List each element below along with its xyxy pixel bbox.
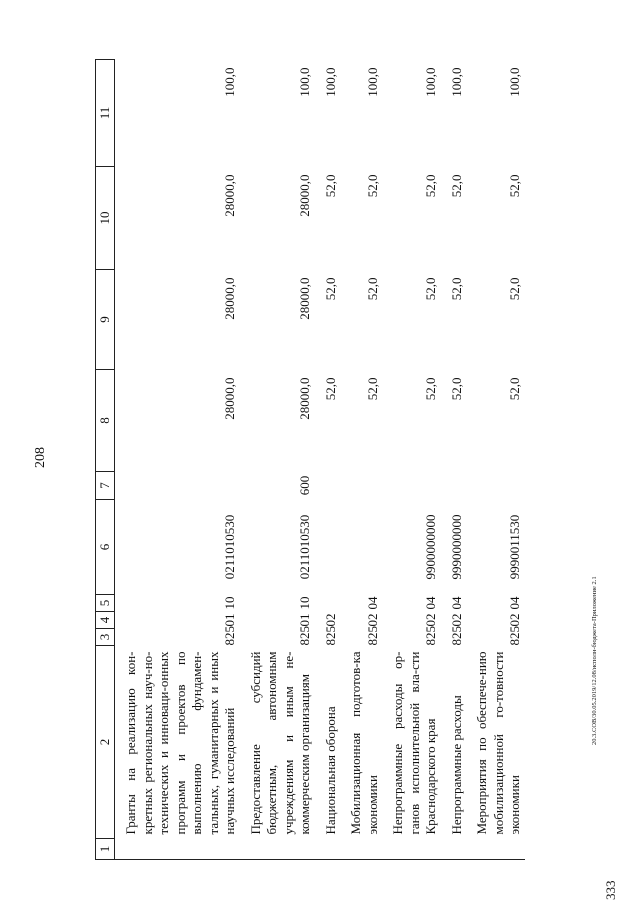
row-code-6: [315, 500, 341, 595]
row-code-3: 825: [507, 626, 522, 646]
row-value-9: 52,0: [507, 277, 522, 301]
row-code-5: [315, 595, 341, 612]
row-code-6: 0211010530: [297, 514, 312, 580]
row-value-11: 100,0: [423, 67, 438, 97]
row-code-7: [441, 472, 467, 500]
table-row: [466, 60, 525, 860]
row-value-9: 52,0: [322, 277, 338, 301]
table-header-row: [96, 60, 115, 860]
row-value-11: 100,0: [222, 67, 237, 97]
row-code-3: 825: [222, 626, 237, 646]
table-row: [340, 60, 382, 860]
row-code-6: 0211010530: [222, 514, 237, 580]
row-value-10: 52,0: [507, 174, 522, 198]
header-col-6: 6: [96, 500, 115, 595]
row-value-11: 100,0: [448, 67, 464, 97]
row-code-5: 04: [423, 596, 438, 610]
header-col-3: 3: [96, 629, 115, 646]
header-col-2: 2: [96, 646, 115, 839]
row-value-8: 52,0: [423, 377, 438, 401]
row-value-9: 52,0: [423, 277, 438, 301]
row-name: Национальная оборона: [322, 706, 338, 835]
table-row: [441, 60, 467, 860]
table-row: [240, 60, 315, 860]
row-code-5: 04: [507, 596, 522, 610]
row-code-4: 01: [297, 613, 312, 627]
row-code-4: 02: [423, 613, 438, 627]
row-value-11: 100,0: [297, 67, 312, 97]
table-row: [382, 60, 441, 860]
row-code-3: 825: [448, 626, 464, 646]
row-value-10: 28000,0: [297, 174, 312, 217]
row-value-9: 28000,0: [297, 277, 312, 320]
row-value-8: 52,0: [448, 377, 464, 401]
row-code-4: 02: [448, 613, 464, 627]
row-code-5: 10: [297, 596, 312, 610]
header-col-10: 10: [96, 167, 115, 270]
row-value-11: 100,0: [507, 67, 522, 97]
row-code-3: 825: [423, 626, 438, 646]
row-name: Непрограммные расходы: [448, 695, 464, 835]
row-value-9: 52,0: [364, 277, 380, 301]
table-row: [315, 60, 341, 860]
row-name: Непрограммные расходы ор-ганов исполнительной вла-сти Краснодарского края: [390, 651, 438, 835]
row-code-4: 02: [507, 613, 522, 627]
row-code-7: [382, 472, 441, 500]
row-value-9: 28000,0: [222, 277, 237, 320]
row-value-8: 52,0: [364, 377, 380, 401]
row-code-5: 04: [364, 596, 380, 610]
row-code-6: 9990000000: [448, 514, 464, 580]
row-code-6: 9900000000: [423, 514, 438, 580]
row-value-10: 52,0: [423, 174, 438, 198]
row-code-3: 825: [297, 626, 312, 646]
row-value-8: 52,0: [507, 377, 522, 401]
row-code-7: [340, 472, 382, 500]
row-code-4: 02: [364, 613, 380, 627]
row-code-7: 600: [297, 475, 312, 496]
row-value-11: 100,0: [322, 67, 338, 97]
row-code-5: 04: [448, 596, 464, 610]
footer-file-path: 20.3.СОВ/30.05.2019/12.08/исполн-бюджета-Приложение 2.1: [591, 576, 598, 745]
row-code-3: 825: [364, 626, 380, 646]
row-value-8: 52,0: [322, 377, 338, 401]
row-value-10: 28000,0: [222, 174, 237, 217]
row-value-10: 52,0: [364, 174, 380, 198]
row-value-9: 52,0: [448, 277, 464, 301]
row-code-4: 01: [222, 613, 237, 627]
row-value-10: 52,0: [448, 174, 464, 198]
row-code-6: [340, 500, 382, 595]
header-col-5: 5: [96, 595, 115, 612]
row-value-11: 100,0: [364, 67, 380, 97]
row-code-6: 9990011530: [507, 514, 522, 580]
row-value-10: 52,0: [322, 174, 338, 198]
page-number-bottom: 333: [603, 880, 618, 900]
table-row: [115, 60, 240, 860]
row-code-7: [315, 472, 341, 500]
row-code-5: 10: [222, 596, 237, 610]
row-code-7: [466, 472, 525, 500]
header-col-1: 1: [96, 839, 115, 860]
row-code-3: 825: [322, 626, 338, 646]
header-col-11: 11: [96, 60, 115, 167]
row-value-8: 28000,0: [297, 377, 312, 420]
budget-table: [95, 60, 565, 860]
header-col-8: 8: [96, 370, 115, 472]
row-value-8: 28000,0: [222, 377, 237, 420]
header-col-7: 7: [96, 472, 115, 500]
row-code-4: 02: [322, 613, 338, 627]
row-code-7: [115, 472, 240, 500]
header-col-9: 9: [96, 270, 115, 370]
row-name: Мероприятия по обеспече-нию мобилизационной го-товности экономики: [474, 651, 522, 835]
row-name: Мобилизационная подготов-ка экономики: [348, 651, 380, 835]
row-name: Предоставление субсидий бюджетным, автономным учреждениям и иным не-коммерческим организациям: [247, 651, 312, 835]
page-number-top: 208: [33, 447, 48, 468]
header-col-4: 4: [96, 612, 115, 629]
row-name: Гранты на реализацию кон-кретных региональных науч-но-технических и инноваци-онных программ и проектов по выполнению фундамен-тальных, гуманитарных и иных научных исследований: [123, 651, 237, 835]
